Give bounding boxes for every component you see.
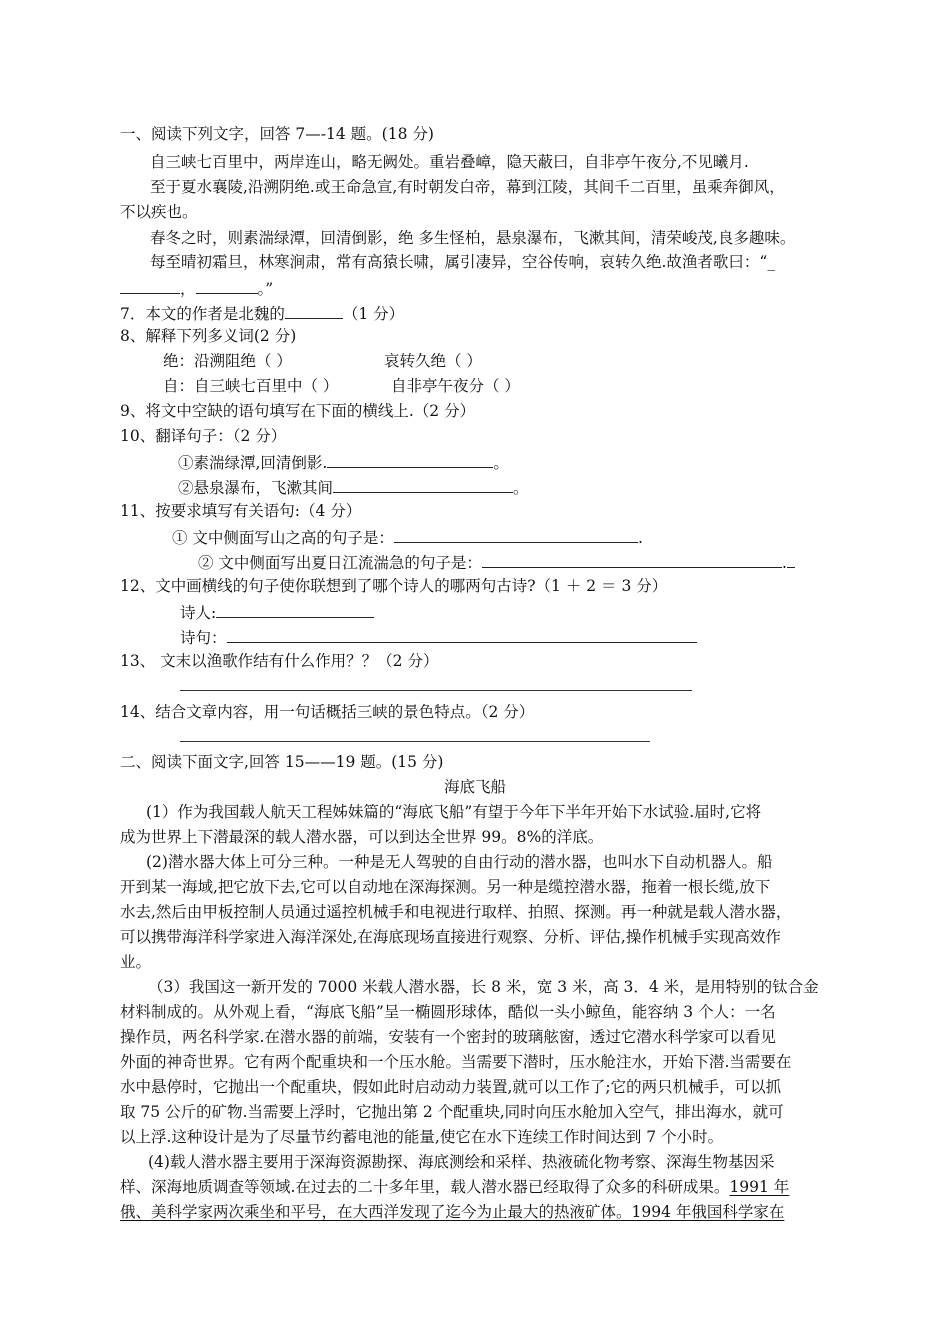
section2-heading: 二、阅读下面文字,回答 15——19 题。(15 分) xyxy=(120,753,444,771)
question-8-item: 自非亭午夜分（ ） xyxy=(391,377,520,395)
question-8: 8、解释下列多义词(2 分) xyxy=(120,327,297,345)
section1-heading: 一、阅读下列文字，回答 7—-14 题。(18 分) xyxy=(120,125,434,143)
question-12: 12、文中画横线的句子使你联想到了哪个诗人的哪两句古诗?（1 ＋ 2 ＝ 3 分） xyxy=(120,577,668,595)
passage1-paragraph: 春冬之时，则素湍绿潭，回清倒影，绝 多生怪柏，悬泉瀑布，飞漱其间，清荣峻茂,良多趣味。 xyxy=(150,229,796,247)
question-13: 13、 文末以渔歌作结有什么作用？？（2 分） xyxy=(120,652,439,670)
article-paragraph: （3）我国这一新开发的 7000 米载人潜水器，长 8 米，宽 3 米，高 3．4 米，是用特别的钛合金 xyxy=(148,978,819,996)
article-paragraph: 材料制成的。从外观上看，“海底飞船”呈一椭圆形球体，酷似一头小鲸鱼，能容纳 3 个人：一名 xyxy=(120,1003,776,1021)
article-paragraph: 成为世界上下潜最深的载人潜水器，可以到达全世界 99。8%的洋底。 xyxy=(120,828,604,846)
question-10-item-text: ②悬泉瀑布，飞漱其间 xyxy=(178,479,334,497)
article-paragraph: 以上浮.这种设计是为了尽量节约蓄电池的能量,使它在水下连续工作时间达到 7 个小时。 xyxy=(120,1128,724,1146)
question-10-item: ②悬泉瀑布，飞漱其间 。 xyxy=(178,476,529,498)
question-12-poet-label: 诗人: xyxy=(180,604,217,622)
question-10-item-text: ①素湍绿潭,回清倒影. xyxy=(178,454,328,472)
passage1-paragraph: 每至晴初霜旦，林寒涧肃，常有高猿长啸，属引凄异，空谷传响，哀转久绝.故渔者歌曰：“_ xyxy=(150,253,776,271)
answer-line[interactable] xyxy=(180,741,650,742)
article-paragraph: 水去,然后由甲板控制人员通过遥控机械手和电视进行取样、拍照、探测。再一种就是载人潜水器， xyxy=(120,903,792,921)
question-8-item: 自：自三峡七百里中（ ） xyxy=(163,377,339,395)
article-paragraph: 业。 xyxy=(120,953,152,971)
answer-blank[interactable] xyxy=(216,601,374,618)
question-7-score: （1 分） xyxy=(342,305,405,323)
question-12-poem xyxy=(180,626,697,648)
quote-end: 。” xyxy=(257,280,274,298)
passage1-blank-line: ， 。” xyxy=(120,277,273,299)
article-paragraph: (4)载人潜水器主要用于深海资源勘探、海底测绘和采样、热液硫化物考察、深海生物基因采 xyxy=(148,1153,775,1171)
question-9: 9、将文中空缺的语句填写在下面的横线上.（2 分） xyxy=(120,402,476,420)
answer-blank[interactable] xyxy=(333,476,513,493)
question-11-item: ② 文中侧面写出夏日江流湍急的句子是： . xyxy=(198,551,795,573)
question-10: 10、翻译句子：（2 分） xyxy=(120,427,287,445)
article-text: 样、深海地质调查等领域.在过去的二十多年里，载人潜水器已经取得了众多的科研成果。 xyxy=(120,1178,730,1196)
article-paragraph: 可以携带海洋科学家进入海洋深处,在海底现场直接进行观察、分析、评估,操作机械手实现高效作 xyxy=(120,928,781,946)
answer-blank[interactable] xyxy=(787,551,795,568)
article-paragraph: 开到某一海域,把它放下去,它可以自动地在深海探测。另一种是缆控潜水器，拖着一根长缆,放下 xyxy=(120,878,771,896)
underlined-sentence: 1991 年 xyxy=(729,1178,790,1196)
answer-blank[interactable] xyxy=(285,302,343,319)
question-12-poet xyxy=(180,601,374,623)
passage1-paragraph: 不以疾也。 xyxy=(120,203,198,221)
question-7 xyxy=(120,302,404,324)
answer-blank[interactable] xyxy=(394,526,638,543)
article-paragraph: (1）作为我国载人航天工程姊妹篇的“海底飞船”有望于今年下半年开始下水试验.届时,它将 xyxy=(146,803,762,821)
question-12-poem-label: 诗句： xyxy=(180,629,227,647)
question-11-item-text: ① 文中侧面写山之高的句子是： xyxy=(172,529,394,547)
article-title: 海底飞船 xyxy=(443,778,506,796)
answer-blank[interactable] xyxy=(482,551,782,568)
question-7-text: 7．本文的作者是北魏的 xyxy=(120,305,285,323)
question-8-item: 绝：沿溯阻绝（ ） xyxy=(163,352,292,370)
passage1-paragraph: 至于夏水襄陵,沿溯阴绝.或王命急宣,有时朝发白帝，幕到江陵，其间千二百里，虽乘奔御风， xyxy=(150,178,785,196)
article-paragraph: (2)潜水器大体上可分三种。一种是无人驾驶的自由行动的潜水器，也叫水下自动机器人。船 xyxy=(146,853,773,871)
article-paragraph xyxy=(120,1177,789,1197)
article-paragraph: 外面的神奇世界。它有两个配重块和一个压水舱。当需要下潜时，压水舱注水，开始下潜.当需要在 xyxy=(120,1053,792,1071)
article-paragraph: 取 75 公斤的矿物.当需要上浮时，它抛出第 2 个配重块,同时向压水舱加入空气，排出海水，就可 xyxy=(120,1103,784,1121)
question-11-item-text: ② 文中侧面写出夏日江流湍急的句子是： xyxy=(198,554,482,572)
question-11-item: ① 文中侧面写山之高的句子是： . xyxy=(172,526,643,548)
blank-1[interactable] xyxy=(120,277,180,294)
article-paragraph: 水中悬停时，它抛出一个配重块，假如此时启动动力装置,就可以工作了;它的两只机械手，可以抓 xyxy=(120,1078,782,1096)
underlined-sentence: 俄、美科学家两次乘坐和平号，在大西洋发现了迄今为止最大的热液矿体。1994 年俄国科学家在 xyxy=(120,1203,785,1221)
question-10-item: ①素湍绿潭,回清倒影. 。 xyxy=(178,451,509,473)
blank-2[interactable] xyxy=(196,277,258,294)
question-11: 11、按要求填写有关语句:（4 分） xyxy=(120,502,362,520)
answer-blank[interactable] xyxy=(327,451,493,468)
answer-blank[interactable] xyxy=(227,626,697,643)
question-8-item: 哀转久绝（ ） xyxy=(384,352,482,370)
article-paragraph: 操作员，两名科学家.在潜水器的前端，安装有一个密封的玻璃舷窗，透过它潜水科学家可以看见 xyxy=(120,1028,776,1046)
question-14: 14、结合文章内容，用一句话概括三峡的景色特点。（2 分） xyxy=(120,703,535,721)
passage1-paragraph: 自三峡七百里中，两岸连山，略无阙处。重岩叠嶂，隐天蔽曰，自非亭午夜分,不见曦月. xyxy=(150,153,749,171)
answer-line[interactable] xyxy=(180,690,692,691)
